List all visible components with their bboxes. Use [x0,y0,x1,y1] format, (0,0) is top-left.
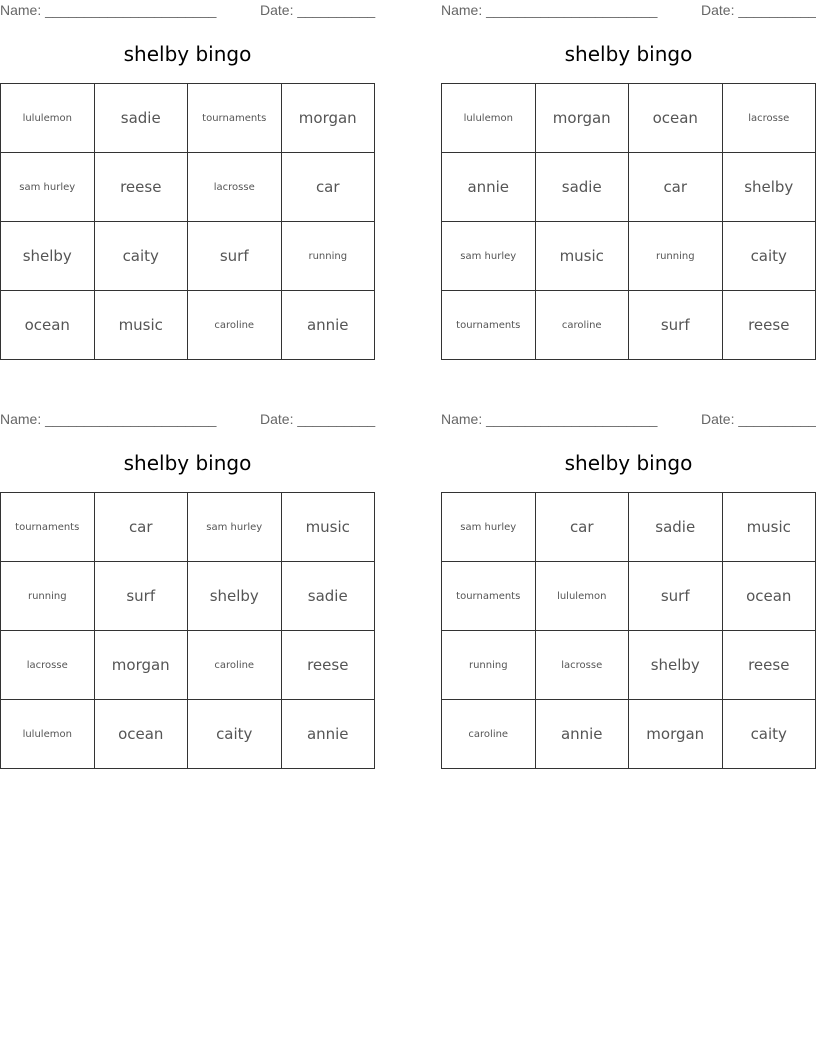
bingo-card-4 [441,409,816,773]
name-field-label: Name: ______________________ [0,2,217,18]
bingo-cell: annie [281,291,375,360]
bingo-cell: morgan [535,84,629,153]
bingo-cell: sam hurley [1,153,95,222]
bingo-cell: lacrosse [722,84,816,153]
card-title: shelby bingo [123,451,252,475]
name-field-label: Name: ______________________ [441,2,658,18]
bingo-cell: shelby [722,153,816,222]
name-field-label: Name: ______________________ [0,411,217,427]
grid-row [442,291,816,360]
bingo-cell: ocean [722,562,816,631]
bingo-card-1 [0,0,375,364]
date-field-label: Date: __________ [701,411,816,427]
bingo-cell: car [629,153,723,222]
bingo-cell: surf [188,222,282,291]
grid-row [442,562,816,631]
bingo-cell: caity [94,222,188,291]
bingo-cell: caroline [442,700,536,769]
bingo-cell: caroline [188,631,282,700]
grid-row [1,631,375,700]
bingo-cell: ocean [629,84,723,153]
bingo-cell: car [535,493,629,562]
bingo-cell: car [94,493,188,562]
bingo-cell: morgan [281,84,375,153]
bingo-cell: music [535,222,629,291]
grid-row [1,84,375,153]
grid-row [1,153,375,222]
bingo-cell: running [281,222,375,291]
date-field-label: Date: __________ [260,411,376,427]
bingo-cell: tournaments [442,562,536,631]
bingo-cell: surf [629,291,723,360]
grid-row [1,493,375,562]
bingo-cell: lacrosse [535,631,629,700]
bingo-cell: annie [281,700,375,769]
bingo-cell: tournaments [442,291,536,360]
bingo-cell: running [442,631,536,700]
bingo-cell: caroline [188,291,282,360]
bingo-grid [441,83,816,360]
grid-row [442,153,816,222]
bingo-cell: lululemon [1,84,95,153]
bingo-cell: music [94,291,188,360]
bingo-cell: shelby [188,562,282,631]
bingo-cell: caity [188,700,282,769]
bingo-cell: music [722,493,816,562]
bingo-cell: reese [722,631,816,700]
bingo-cell: lacrosse [1,631,95,700]
name-field-label: Name: ______________________ [441,411,658,427]
bingo-cell: sadie [535,153,629,222]
grid-row [442,493,816,562]
bingo-cell: sam hurley [188,493,282,562]
bingo-cell: annie [442,153,536,222]
bingo-cell: sadie [281,562,375,631]
card-title: shelby bingo [123,42,252,66]
card-title: shelby bingo [564,42,693,66]
bingo-cell: lacrosse [188,153,282,222]
bingo-cell: surf [629,562,723,631]
grid-row [1,700,375,769]
bingo-cell: lululemon [1,700,95,769]
bingo-cell: shelby [1,222,95,291]
bingo-cell: reese [94,153,188,222]
bingo-cell: annie [535,700,629,769]
bingo-cell: reese [722,291,816,360]
bingo-cell: morgan [94,631,188,700]
date-field-label: Date: __________ [260,2,376,18]
bingo-cell: reese [281,631,375,700]
grid-row [442,700,816,769]
bingo-cell: sadie [629,493,723,562]
bingo-cell: caity [722,700,816,769]
bingo-cell: lululemon [535,562,629,631]
name-date-line [0,409,375,429]
bingo-cell: tournaments [1,493,95,562]
bingo-grid [0,83,375,360]
name-date-line [0,0,375,20]
bingo-cell: caroline [535,291,629,360]
grid-row [442,222,816,291]
bingo-cell: morgan [629,700,723,769]
name-date-line [441,0,816,20]
bingo-cell: ocean [1,291,95,360]
grid-row [442,631,816,700]
grid-row [442,84,816,153]
name-date-line [441,409,816,429]
bingo-grid [0,492,375,769]
bingo-cell: car [281,153,375,222]
bingo-cell: lululemon [442,84,536,153]
bingo-card-3 [0,409,375,773]
bingo-cell: music [281,493,375,562]
bingo-cell: sam hurley [442,493,536,562]
grid-row [1,562,375,631]
bingo-cell: tournaments [188,84,282,153]
grid-row [1,222,375,291]
bingo-cell: caity [722,222,816,291]
card-title: shelby bingo [564,451,693,475]
date-field-label: Date: __________ [701,2,816,18]
bingo-cell: ocean [94,700,188,769]
bingo-cell: sam hurley [442,222,536,291]
bingo-cell: shelby [629,631,723,700]
bingo-grid [441,492,816,769]
grid-row [1,291,375,360]
bingo-cell: sadie [94,84,188,153]
bingo-cell: surf [94,562,188,631]
bingo-card-2 [441,0,816,364]
bingo-cell: running [1,562,95,631]
bingo-cell: running [629,222,723,291]
